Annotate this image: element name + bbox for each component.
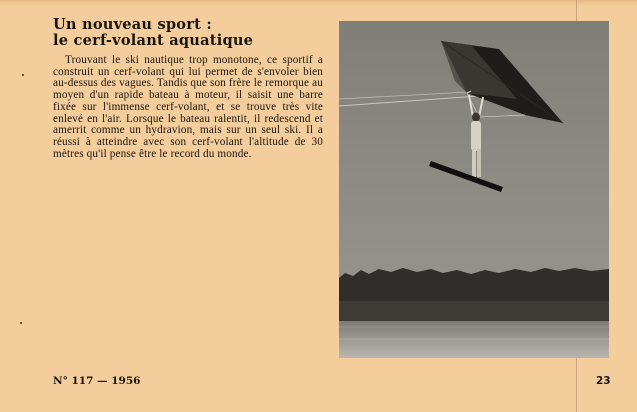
page-number: 23 <box>596 375 611 387</box>
article-title-line2: le cerf-volant aquatique <box>53 32 254 49</box>
kite-skier-photo <box>339 21 609 358</box>
margin-speck <box>22 74 24 76</box>
article-body: Trouvant le ski nautique trop monotone, ce sportif a construit un cerf-volant qui lui permet de s'envoler bien au-dessus des vagues. Tandis que son frère le remorque au moyen d'un rapide bateau à moteur, il saisit une barre fixée sur l'immense cerf-volant, et se trouve très vite enlevé en l'air. Lorsque le bateau ralentit, il redescend et amerrit comme un hydravion, mais sur un seul ski. Il a réussi à atteindre avec son cerf-volant l'altitude de 30 mètres qu'il pense être le record du monde. <box>53 54 323 160</box>
issue-number: N° 117 — 1956 <box>53 375 141 387</box>
article <box>53 17 323 160</box>
article-title-line1: Un nouveau sport : <box>53 16 212 33</box>
margin-speck <box>20 322 22 324</box>
article-title <box>53 17 323 49</box>
photo-illustration <box>339 21 609 358</box>
shore <box>339 301 609 321</box>
page-top-edge <box>0 0 637 6</box>
